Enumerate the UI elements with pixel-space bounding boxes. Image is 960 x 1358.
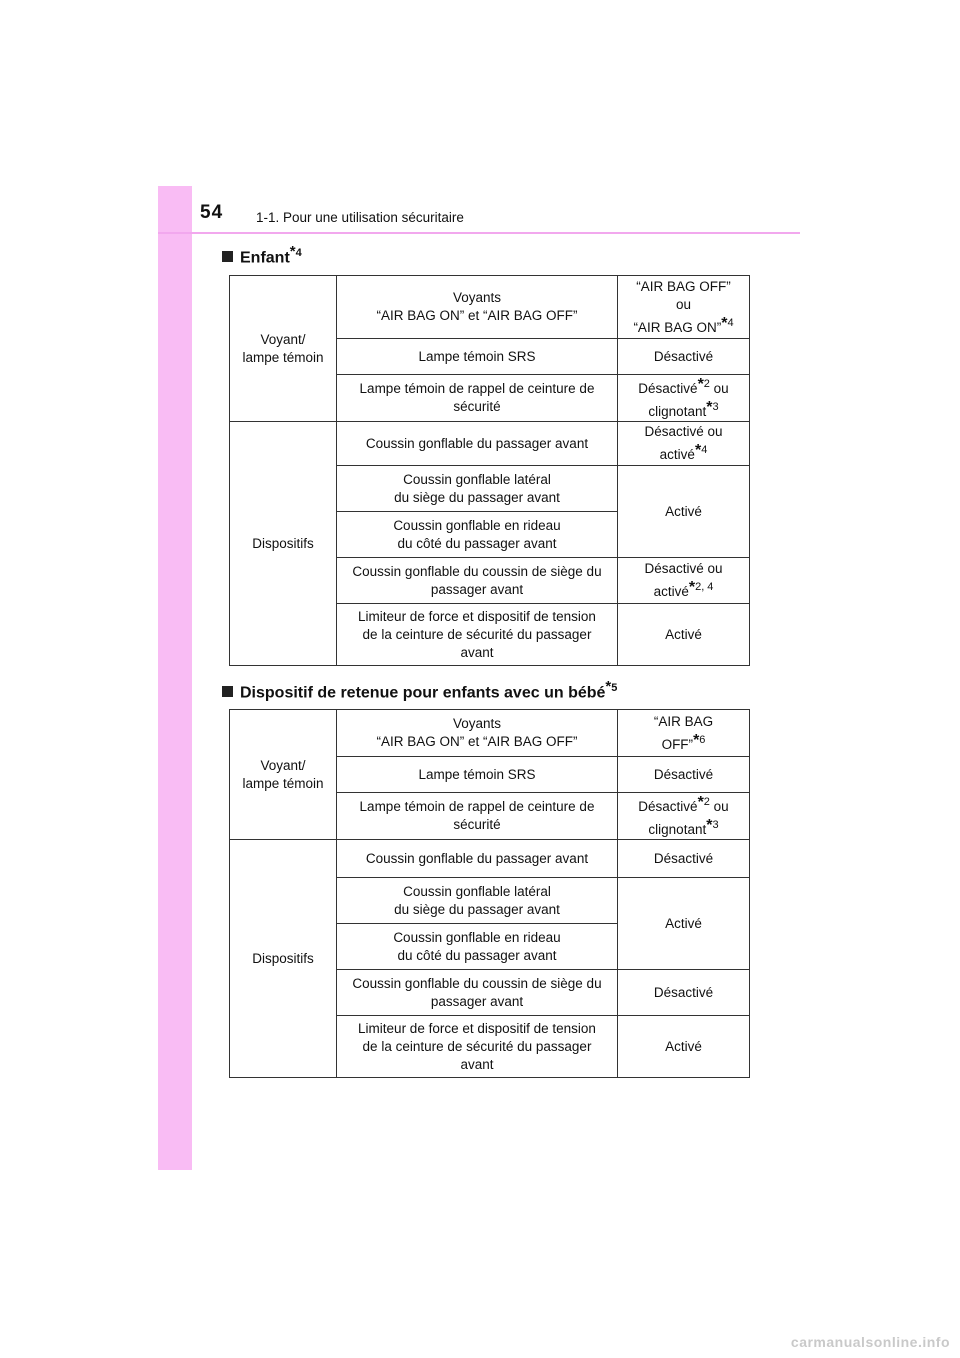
cushion-airbag-value: Désactivé ou activé$^{*2, 4}$	[618, 558, 750, 604]
square-bullet-icon	[222, 686, 233, 697]
heading-text: Dispositif de retenue pour enfants avec un bébé	[240, 684, 606, 702]
watermark: carmanualsonline.info	[790, 1334, 950, 1350]
footnote-ref: *4	[289, 243, 302, 260]
cushion-airbag-value: Désactivé	[618, 970, 750, 1016]
limiter-value: Activé	[618, 604, 750, 666]
side-curtain-value: Activé	[618, 878, 750, 970]
header-col-voyants: Voyants “AIR BAG ON” et “AIR BAG OFF”	[337, 710, 618, 757]
row-group-indicator: Voyant/ lampe témoin	[230, 710, 337, 840]
heading-dispositif-bebe	[222, 678, 617, 702]
seatbelt-label: Lampe témoin de rappel de ceinture de sécurité	[337, 375, 618, 422]
header-rule	[158, 232, 800, 234]
side-tab-bar	[158, 186, 192, 1170]
square-bullet-icon	[222, 251, 233, 262]
front-airbag-label: Coussin gonflable du passager avant	[337, 422, 618, 466]
front-airbag-value: Désactivé	[618, 840, 750, 878]
srs-value: Désactivé	[618, 339, 750, 375]
seatbelt-value: Désactivé$^{*2}$ ou clignotant$^{*3}$	[618, 793, 750, 840]
seatbelt-value: Désactivé$^{*2}$ ou clignotant$^{*3}$	[618, 375, 750, 422]
cushion-airbag-label: Coussin gonflable du coussin de siège du passager avant	[337, 970, 618, 1016]
table-dispositif-bebe	[229, 709, 750, 1078]
side-curtain-value: Activé	[618, 466, 750, 558]
limiter-label: Limiteur de force et dispositif de tension de la ceinture de sécurité du passager avant	[337, 1016, 618, 1078]
side-airbag-label: Coussin gonflable latéral du siège du passager avant	[337, 466, 618, 512]
header-col-status: “AIR BAG OFF” ou “AIR BAG ON”$^{*4}$	[618, 276, 750, 339]
row-group-devices: Dispositifs	[230, 840, 337, 1078]
heading-enfant	[222, 243, 302, 267]
footnote-ref: *5	[605, 678, 618, 695]
front-airbag-value: Désactivé ou activé$^{*4}$	[618, 422, 750, 466]
seatbelt-label: Lampe témoin de rappel de ceinture de sécurité	[337, 793, 618, 840]
curtain-airbag-label: Coussin gonflable en rideau du côté du passager avant	[337, 512, 618, 558]
heading-text: Enfant	[240, 249, 290, 267]
table-enfant	[229, 275, 750, 666]
header-col-status: “AIR BAG OFF”$^{*6}$	[618, 710, 750, 757]
row-group-devices: Dispositifs	[230, 422, 337, 666]
cushion-airbag-label: Coussin gonflable du coussin de siège du passager avant	[337, 558, 618, 604]
page-number: 54	[200, 202, 224, 223]
srs-label: Lampe témoin SRS	[337, 757, 618, 793]
front-airbag-label: Coussin gonflable du passager avant	[337, 840, 618, 878]
srs-value: Désactivé	[618, 757, 750, 793]
limiter-label: Limiteur de force et dispositif de tension de la ceinture de sécurité du passager avant	[337, 604, 618, 666]
row-group-indicator: Voyant/ lampe témoin	[230, 276, 337, 422]
srs-label: Lampe témoin SRS	[337, 339, 618, 375]
side-airbag-label: Coussin gonflable latéral du siège du passager avant	[337, 878, 618, 924]
header-col-voyants: Voyants “AIR BAG ON” et “AIR BAG OFF”	[337, 276, 618, 339]
curtain-airbag-label: Coussin gonflable en rideau du côté du passager avant	[337, 924, 618, 970]
section-title: 1-1. Pour une utilisation sécuritaire	[256, 210, 464, 225]
limiter-value: Activé	[618, 1016, 750, 1078]
